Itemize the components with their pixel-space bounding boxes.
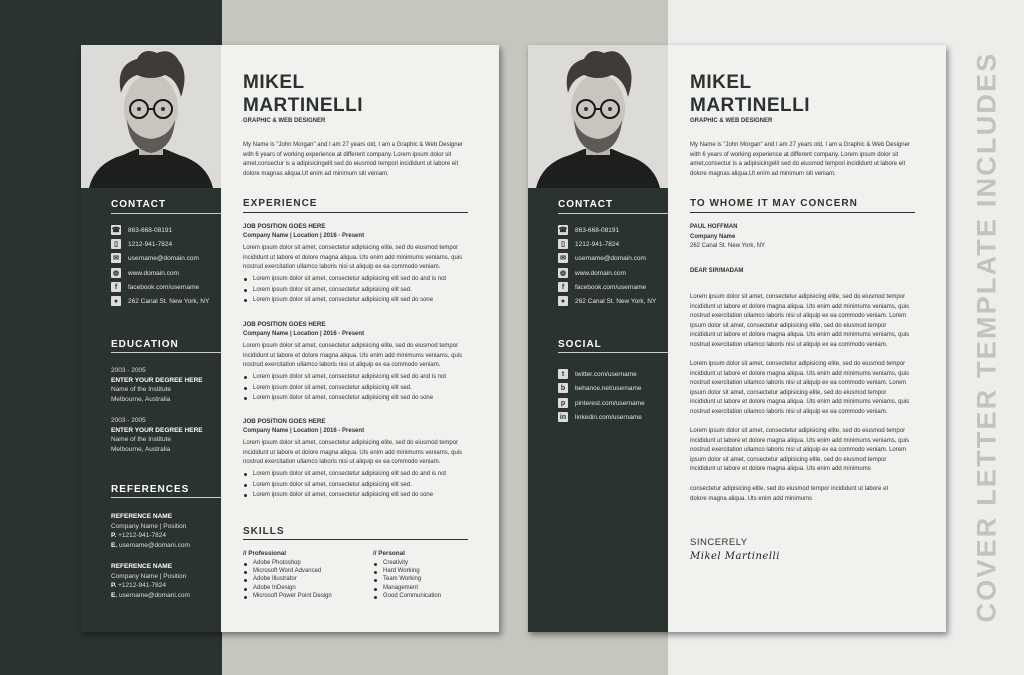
resume-intro: My Name is "John Morgan" and I am 27 years old, I am a Graphic & Web Designer with 6 years of working experience at different company. Lorem ipsum dolor sit amet,consectur is a adipisicingelit sed do eiusmod tempori incididunt ut labore eit dolore magnas aliqua.Ut enim ad minimum siti veniam. (243, 142, 463, 177)
letter-paragraph: Lorem ipsum dolor sit amet, consectetur adipisicing elite, sed do eiusmod tempor incididunt ut labore et dolore magna aliqua. Uts enim add minimums veniams, quis nostrud exercitation ullamco laboris nisi ut aliquip ex ea commodo veniam. Lorem ipsum dolor sit amet, consectetur adipisicing elite, sed do eiusmod tempor incididunt ut labore et dolore magna aliqua. Uts enim add minimums veniams, quis nostrud exercitation ullamco laboris nisi ut aliquip ex ea commodo veniam. (690, 361, 910, 415)
letter-paragraph: Lorem ipsum dolor sit amet, consectetur adipisicing elite, sed do eiusmod tempor incididunt ut labore et dolore magna aliqua. Uts enim add minimums veniams, quis nostrud exercitation ullamco laboris nisi ut aliquip ex ea commodo veniam. Lorem ipsum dolor sit amet, consectetur adipisicing elite, sed do eiusmod tempor incididunt ut labore et dolore magna aliqua. Uts enim add minimums veniams, quis nostrud exercitation ullamco laboris nisi ut aliquip ex ea commodo veniam. (690, 294, 910, 348)
education-rule (111, 352, 221, 353)
contact-item: ☎ 863-668-08191 (558, 226, 620, 234)
contact-item: f facebook.com/username (558, 281, 646, 293)
signature: Mikel Martinelli (690, 551, 780, 562)
linkedin-icon: in (559, 413, 567, 421)
skills-heading: SKILLS (243, 526, 285, 537)
contact-item: f facebook.com/username (111, 281, 199, 293)
social-rule (558, 352, 668, 353)
references-heading: REFERENCES (111, 484, 190, 495)
professional-skills: // Professional Adobe Photoshop Microsoft Word Advanced Adobe Illustrator Adobe InDesign Microsoft Power Point Design (243, 550, 332, 599)
education-entry: 2003 - 2005 ENTER YOUR DEGREE HERE Name of the Institute Melbourne, Australia (111, 417, 203, 453)
mail-icon: ✉ (111, 253, 121, 263)
experience-rule (243, 212, 468, 213)
contact-item: ▯ 1212-941-7824 (558, 238, 619, 250)
job-description: Lorem ipsum dolor sit amet, consectetur adipisicing elite, sed do eiusmod tempor incididunt ut labore et dolore magna aliqua. Uts enim add minimums veniams, quis nostrud exercitation ullamco laboris nisi ut aliquip ex ea commodo veniam. (243, 245, 463, 270)
letter-rule (690, 212, 915, 213)
social-heading: SOCIAL (558, 339, 602, 350)
letter-name: MIKEL MARTINELLI (690, 72, 811, 116)
skills-rule (243, 539, 468, 540)
education-heading: EDUCATION (111, 339, 179, 350)
job-meta: Company Name | Location | 2016 - Present (243, 233, 365, 239)
job-title: JOB POSITION GOES HERE (243, 321, 326, 328)
letter-paragraph: consectetur adipisicing elite, sed do eiusmod tempor incididunt ut labore et dolore magna aliqua. Uts enim add minimums (690, 486, 889, 502)
social-item: p pinterest.com/username (558, 397, 645, 409)
resume-name: MIKEL MARTINELLI (243, 72, 364, 116)
phone-icon: ☎ (558, 226, 568, 234)
closing: SINCERELY (690, 537, 748, 548)
facebook-icon: f (111, 282, 121, 292)
contact-item: ▯ 1212-941-7824 (111, 238, 172, 250)
education-entry: 2003 - 2005 ENTER YOUR DEGREE HERE Name of the Institute Melbourne, Australia (111, 367, 203, 403)
job-bullets: Lorem ipsum dolor sit amet, consectetur adipisicing elit sed do and is not Lorem ipsum dolor sit amet, consectetur adipisicing elit sed. Lorem ipsum dolor sit amet, consectetur adipisicing elit sed do sone (243, 372, 446, 404)
job-description: Lorem ipsum dolor sit amet, consectetur adipisicing elite, sed do eiusmod tempor incididunt ut labore et dolore magna aliqua. Uts enim add minimums veniams, quis nostrud exercitation ullamco laboris nisi ut aliquip ex ea commodo veniam. (243, 343, 463, 368)
experience-heading: EXPERIENCE (243, 198, 318, 209)
reference-entry: REFERENCE NAME Company Name | Position P. +1212-941-7824 E. username@domani.com (111, 563, 190, 599)
job-title: JOB POSITION GOES HERE (243, 223, 326, 230)
behance-icon: b (558, 383, 568, 393)
job-title: JOB POSITION GOES HERE (243, 418, 326, 425)
vertical-caption: COVER LETTER TEMPLATE INCLUDES (971, 51, 1002, 623)
contact-rule (558, 213, 668, 214)
mobile-icon: ▯ (558, 239, 568, 249)
location-icon: ● (111, 296, 121, 306)
resume-role: GRAPHIC & WEB DESIGNER (243, 118, 326, 124)
globe-icon: ◍ (112, 269, 120, 277)
cover-letter-page (528, 45, 946, 632)
job-description: Lorem ipsum dolor sit amet, consectetur adipisicing elite, sed do eiusmod tempor incididunt ut labore et dolore magna aliqua. Uts enim add minimums veniams, quis nostrud exercitation ullamco laboris nisi ut aliquip ex ea commodo veniam. (243, 440, 463, 465)
contact-heading: CONTACT (111, 199, 167, 210)
job-bullets: Lorem ipsum dolor sit amet, consectetur adipisicing elit sed do and is not Lorem ipsum dolor sit amet, consectetur adipisicing elit sed. Lorem ipsum dolor sit amet, consectetur adipisicing elit sed do sone (243, 469, 446, 501)
mail-icon: ✉ (558, 253, 568, 263)
letter-intro: My Name is "John Morgan" and I am 27 years old, I am a Graphic & Web Designer with 6 years of working experience at different company. Lorem ipsum dolor sit amet,consectur is a adipisicingelit sed do eiusmod tempori incididunt ut labore eit dolore magnas aliqua.Ut enim ad minimum siti veniam. (690, 142, 910, 177)
letter-paragraph: Lorem ipsum dolor sit amet, consectetur adipisicing elite, sed do eiusmod tempor incididunt ut labore et dolore magna aliqua. Uts enim add minimums veniams, quis nostrud exercitation ullamco laboris nisi ut aliquip ex ea commodo veniam. Lorem ipsum dolor sit amet, consectetur adipisicing elite, sed do eiusmod tempor incididunt ut labore et dolore magna aliqua. Uts enim add minimums (690, 428, 910, 472)
twitter-icon: t (558, 369, 568, 379)
personal-skills: // Personal Creativity Hard Working Team Working Management Good Communication (373, 550, 442, 599)
job-bullets: Lorem ipsum dolor sit amet, consectetur adipisicing elit sed do and is not Lorem ipsum dolor sit amet, consectetur adipisicing elit sed. Lorem ipsum dolor sit amet, consectetur adipisicing elit sed do sone (243, 274, 446, 306)
facebook-icon: f (558, 282, 568, 292)
job-meta: Company Name | Location | 2016 - Present (243, 331, 365, 337)
contact-item: ◍ www.domain.com (112, 269, 179, 277)
profile-photo (81, 45, 221, 188)
profile-photo (528, 45, 668, 188)
resume-sidebar (81, 45, 221, 632)
reference-entry: REFERENCE NAME Company Name | Position P. +1212-941-7824 E. username@domani.com (111, 513, 190, 549)
location-icon: ● (558, 296, 568, 306)
contact-item: ● 262 Canal St. New York, NY (111, 295, 209, 307)
phone-icon: ☎ (111, 226, 121, 234)
pinterest-icon: p (558, 398, 568, 408)
contact-item: ✉ username@domain.com (111, 252, 199, 264)
contact-heading: CONTACT (558, 199, 614, 210)
globe-icon: ◍ (559, 269, 567, 277)
social-item: in linkedin.com/username (559, 413, 642, 421)
social-item: t twitter.com/username (558, 368, 637, 380)
references-rule (111, 497, 221, 498)
job-meta: Company Name | Location | 2016 - Present (243, 428, 365, 434)
mobile-icon: ▯ (111, 239, 121, 249)
letter-sidebar (528, 45, 668, 632)
letter-heading: TO WHOME IT MAY CONCERN (690, 198, 858, 209)
recipient-block: PAUL HOFFMAN Company Name 262 Canal St. New York, NY (690, 224, 766, 249)
social-item: b behance.net/username (558, 382, 642, 394)
salutation: DEAR SIR/MADAM (690, 268, 744, 274)
resume-page (81, 45, 499, 632)
letter-role: GRAPHIC & WEB DESIGNER (690, 118, 773, 124)
contact-rule (111, 213, 221, 214)
contact-item: ● 262 Canal St. New York, NY (558, 295, 656, 307)
contact-item: ☎ 863-668-08191 (111, 226, 173, 234)
contact-item: ✉ username@domain.com (558, 252, 646, 264)
contact-item: ◍ www.domain.com (559, 269, 626, 277)
